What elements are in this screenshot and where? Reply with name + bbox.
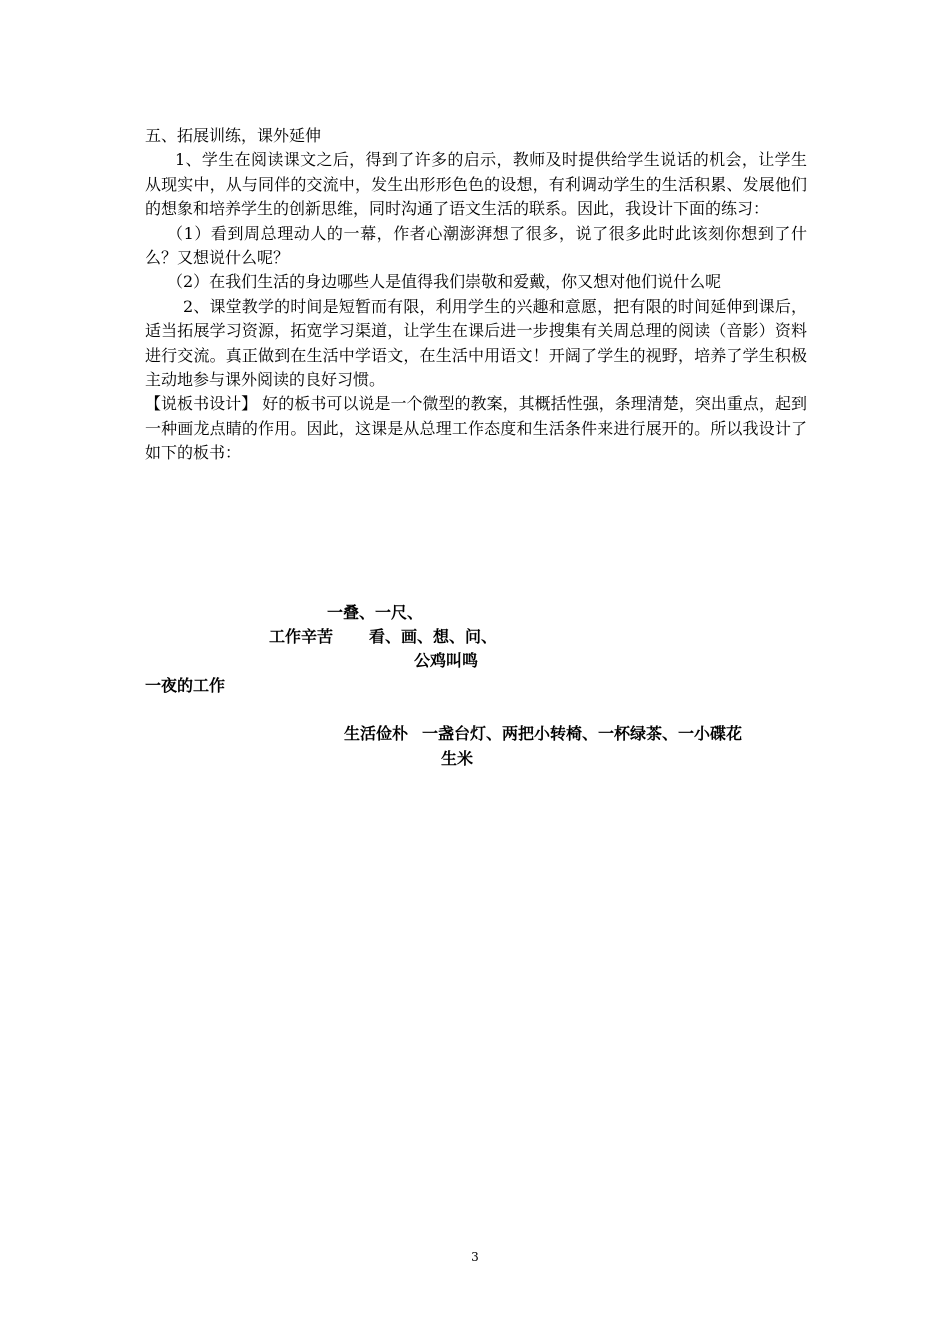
board-life-label: 生活俭朴 xyxy=(344,724,409,743)
board-life-items: 一盏台灯、两把小转椅、一杯绿茶、一小碟花 xyxy=(422,724,743,743)
question-1: （1）看到周总理动人的一幕，作者心潮澎湃想了很多，说了很多此时此该刻你想到了什么？又想说什么呢？ xyxy=(145,223,807,268)
paragraph-1: 1、学生在阅读课文之后，得到了许多的启示，教师及时提供给学生说话的机会，让学生从现实中，从与同伴的交流中，发生出形形色色的设想，有利调动学生的生活积累、发展他们的想象和培养学生的创新思维，同时沟通了语文生活的联系。因此，我设计下面的练习： xyxy=(145,150,807,219)
board-life-items-cont: 生米 xyxy=(441,749,474,768)
board-line-life xyxy=(344,722,742,746)
page-number: 3 xyxy=(471,1250,479,1264)
board-line-3: 公鸡叫鸣 xyxy=(414,651,479,670)
board-line-1: 一叠、一尺、 xyxy=(327,603,424,622)
board-title: 一夜的工作 xyxy=(145,676,226,695)
section-heading: 五、拓展训练，课外延伸 xyxy=(145,126,322,145)
board-work-label: 工作辛苦 xyxy=(269,627,334,646)
paragraph-3: 【说板书设计】 好的板书可以说是一个微型的教案，其概括性强，条理清楚，突出重点，起到一种画龙点睛的作用。因此，这课是从总理工作态度和生活条件来进行展开的。所以我设计了如下的板书： xyxy=(145,394,807,463)
board-line-work xyxy=(269,625,497,649)
body-text xyxy=(145,124,807,466)
board-work-items: 看、画、想、问、 xyxy=(369,627,498,646)
paragraph-2: 2、课堂教学的时间是短暂而有限，利用学生的兴趣和意愿，把有限的时间延伸到课后，适当拓展学习资源，拓宽学习渠道，让学生在课后进一步搜集有关周总理的阅读（音影）资料进行交流。真正做到在生活中学语文，在生活中用语文！开阔了学生的视野，培养了学生积极主动地参与课外阅读的良好习惯。 xyxy=(145,296,807,390)
question-2: （2）在我们生活的身边哪些人是值得我们崇敬和爱戴，你又想对他们说什么呢 xyxy=(167,272,722,292)
